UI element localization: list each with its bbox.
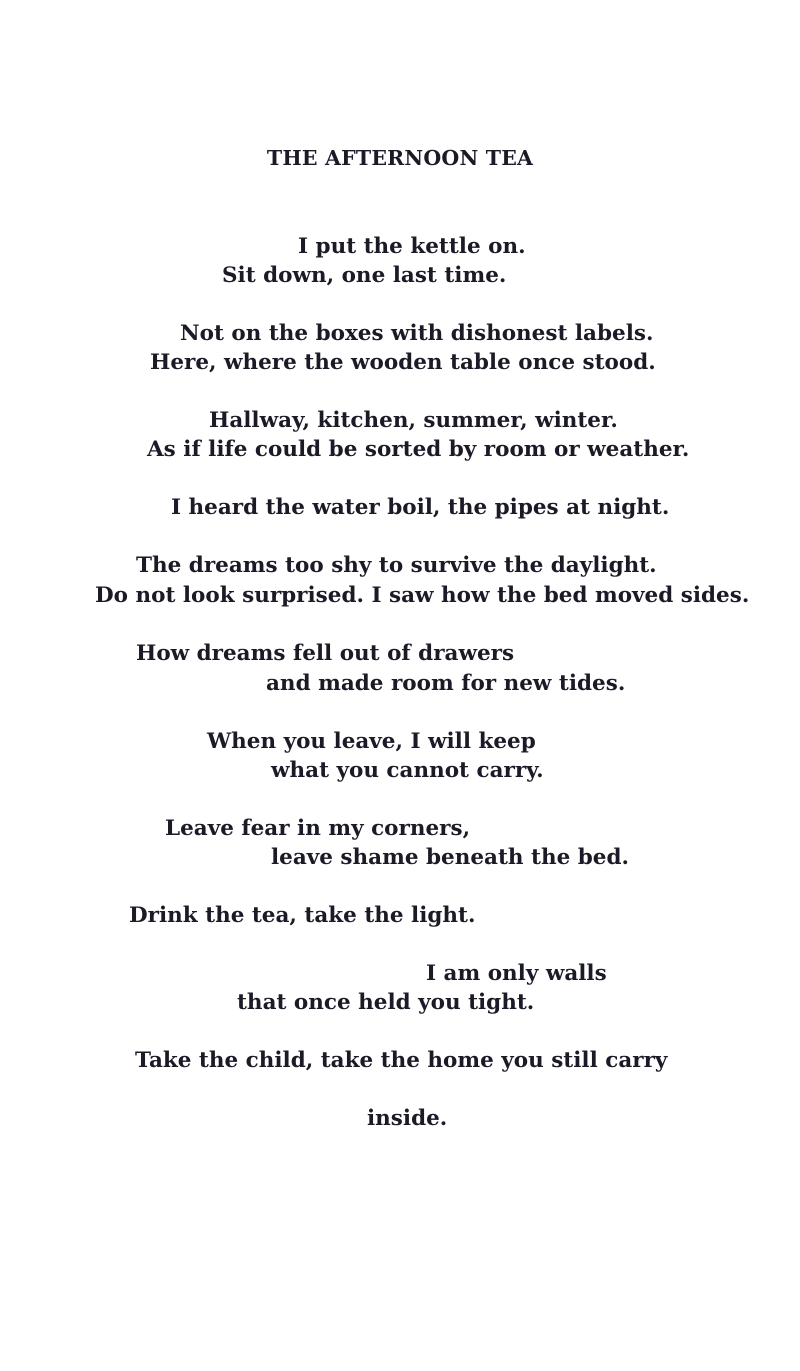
poem-line: I put the kettle on. <box>298 234 526 259</box>
poem-line: How dreams fell out of drawers <box>136 641 515 666</box>
poem-line: and made room for new tides. <box>266 671 626 696</box>
poem-line: leave shame beneath the bed. <box>271 845 629 870</box>
poem-line: Sit down, one last time. <box>222 263 507 288</box>
poem-line: As if life could be sorted by room or weather. <box>147 437 690 462</box>
poem-line: Here, where the wooden table once stood. <box>150 350 656 375</box>
poem-line: Drink the tea, take the light. <box>129 903 476 928</box>
poem-line: When you leave, I will keep <box>207 729 536 754</box>
poem-line: Do not look surprised. I saw how the bed moved sides. <box>95 583 750 608</box>
poem-line: I heard the water boil, the pipes at night. <box>171 495 670 520</box>
poem-title: THE AFTERNOON TEA <box>266 146 534 170</box>
poem-line: The dreams too shy to survive the daylight. <box>136 553 657 578</box>
poem-line: Take the child, take the home you still carry <box>135 1048 668 1073</box>
poem-line: what you cannot carry. <box>271 758 544 783</box>
poem-line: that once held you tight. <box>237 990 535 1015</box>
poem-line: Hallway, kitchen, summer, winter. <box>209 408 618 433</box>
poem-line: Leave fear in my corners, <box>165 816 471 841</box>
poem-line: Not on the boxes with dishonest labels. <box>180 321 654 346</box>
poem-line: inside. <box>367 1106 448 1131</box>
poem-line: I am only walls <box>426 961 607 986</box>
